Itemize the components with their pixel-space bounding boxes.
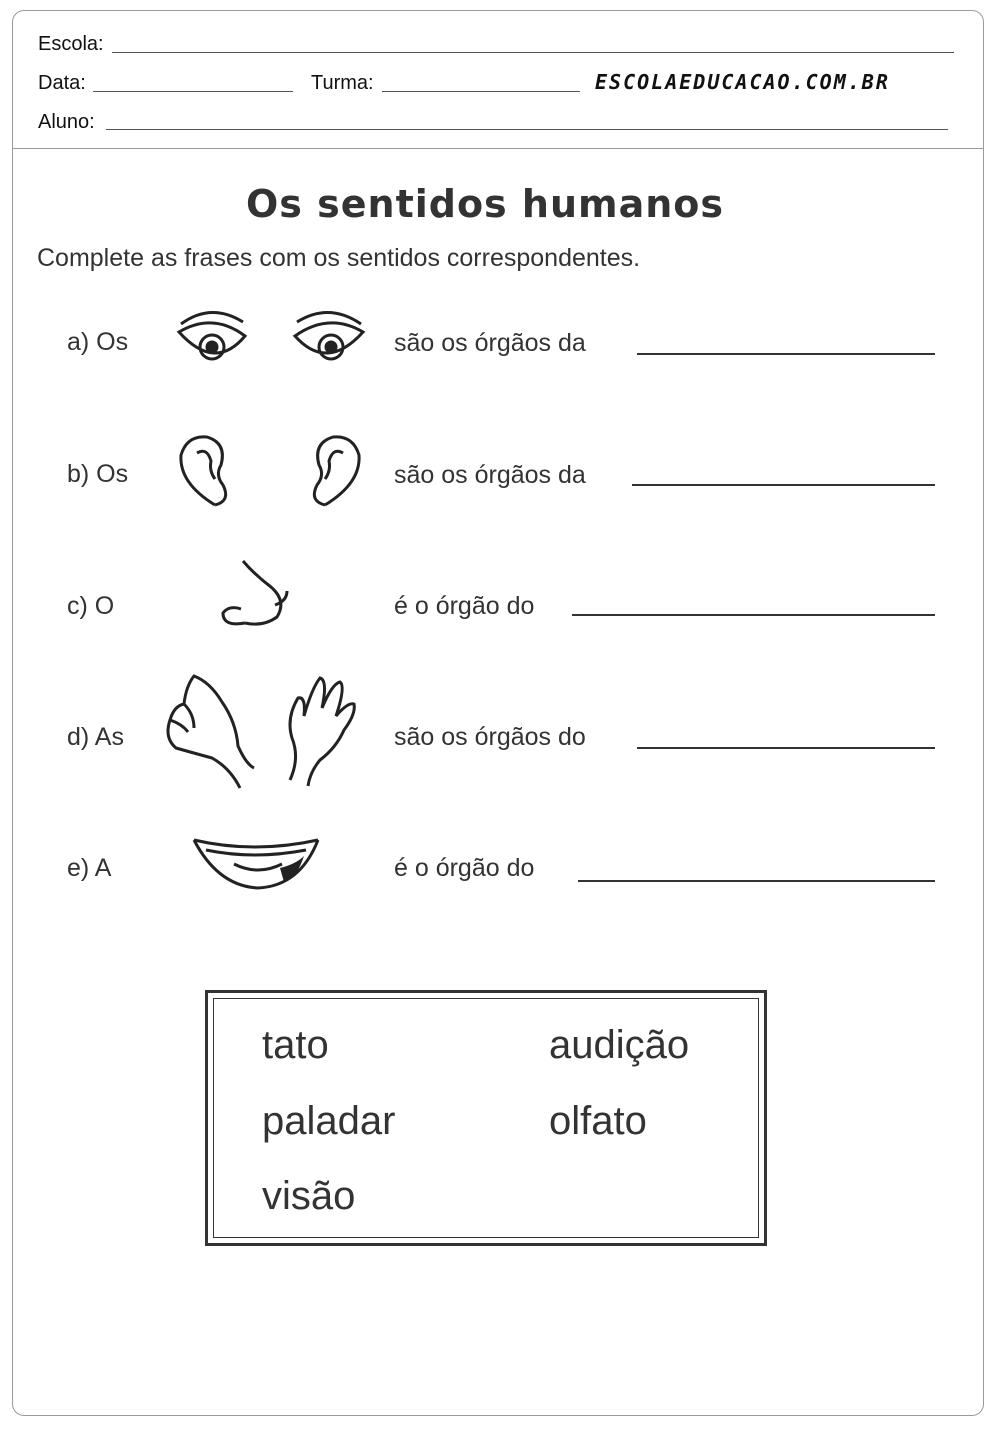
class-field[interactable]: [382, 91, 580, 92]
item-c-label: c) O: [67, 592, 115, 620]
eyes-icon: [175, 302, 370, 377]
word-bank-item: tato: [262, 1023, 329, 1067]
school-label: Escola:: [38, 33, 104, 55]
item-c-text: é o órgão do: [394, 592, 535, 620]
item-e-label: e) A: [67, 854, 112, 882]
nose-icon: [215, 555, 295, 635]
word-bank-item: paladar: [262, 1099, 396, 1143]
item-a-text: são os órgãos da: [394, 329, 586, 357]
class-label: Turma:: [311, 72, 374, 94]
page-title: Os sentidos humanos: [245, 182, 725, 226]
instruction: Complete as frases com os sentidos correspondentes.: [37, 244, 641, 272]
header-divider: [12, 148, 984, 149]
word-bank-item: olfato: [549, 1099, 647, 1143]
hands-icon: [160, 668, 365, 793]
word-bank: [205, 990, 767, 1246]
student-field[interactable]: [106, 129, 948, 130]
item-b-text: são os órgãos da: [394, 461, 586, 489]
item-e-answer[interactable]: [578, 880, 935, 882]
school-field[interactable]: [112, 52, 954, 53]
item-c-answer[interactable]: [572, 614, 935, 616]
date-field[interactable]: [93, 91, 293, 92]
site-brand: ESCOLAEDUCACAO.COM.BR: [595, 70, 890, 94]
item-b-label: b) Os: [67, 460, 129, 488]
item-e-text: é o órgão do: [394, 854, 535, 882]
date-label: Data:: [38, 72, 86, 94]
ears-icon: [175, 433, 370, 513]
word-bank-item: audição: [549, 1023, 690, 1067]
item-a-label: a) Os: [67, 328, 129, 356]
item-d-text: são os órgãos do: [394, 723, 586, 751]
word-bank-item: visão: [262, 1174, 356, 1218]
item-a-answer[interactable]: [637, 353, 935, 355]
item-b-answer[interactable]: [632, 484, 935, 486]
item-d-label: d) As: [67, 723, 124, 751]
item-d-answer[interactable]: [637, 747, 935, 749]
student-label: Aluno:: [38, 111, 95, 133]
mouth-icon: [188, 830, 323, 895]
